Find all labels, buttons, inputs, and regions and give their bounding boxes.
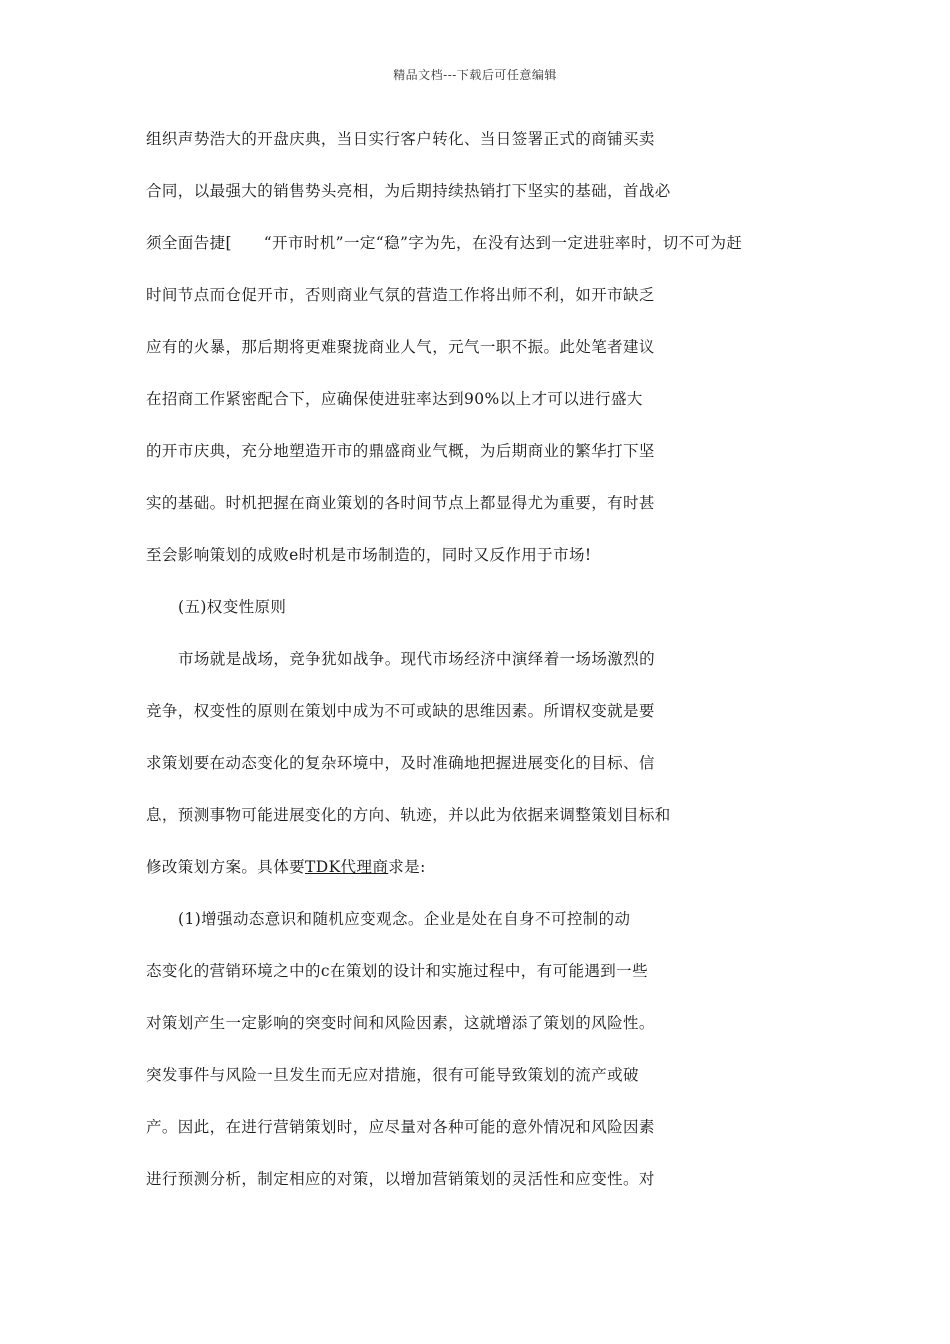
paragraph-line: 实的基础。时机把握在商业策划的各时间节点上都显得尤为重要，有时甚 — [146, 494, 655, 512]
paragraph-line: 进行预测分析，制定相应的对策，以增加营销策划的灵活性和应变性。对 — [146, 1170, 655, 1188]
section-heading: (五)权变性原则 — [178, 598, 287, 616]
paragraph-line: 竞争，权变性的原则在策划中成为不可或缺的思维因素。所谓权变就是要 — [146, 702, 655, 720]
paragraph-line: 至会影响策划的成败e时机是市场制造的，同时又反作用于市场! — [146, 546, 592, 564]
paragraph-line: 产。因此，在进行营销策划时，应尽量对各种可能的意外情况和风险因素 — [146, 1118, 655, 1136]
paragraph-line: 应有的火暴，那后期将更难聚拢商业人气，元气一职不振。此处笔者建议 — [146, 338, 655, 356]
line-text: 求是: — [388, 858, 426, 876]
paragraph-line: 的开市庆典，充分地塑造开市的鼎盛商业气概，为后期商业的繁华打下坚 — [146, 442, 655, 460]
paragraph-line: 息，预测事物可能进展变化的方向、轨迹，并以此为依据来调整策划目标和 — [146, 806, 671, 824]
paragraph-line: 合同，以最强大的销售势头亮相，为后期持续热销打下坚实的基础，首战必 — [146, 182, 671, 200]
page-header: 精品文档---下载后可任意编辑 — [393, 68, 557, 82]
paragraph-line: 求策划要在动态变化的复杂环境中，及时准确地把握进展变化的目标、信 — [146, 754, 655, 772]
paragraph-line: 市场就是战场，竞争犹如战争。现代市场经济中演绎着一场场激烈的 — [178, 650, 656, 668]
paragraph-line — [146, 855, 426, 877]
paragraph-line: 须全面告捷[ “开市时机”一定“稳”字为先，在没有达到一定进驻率时，切不可为赶 — [146, 234, 743, 252]
paragraph-line: 态变化的营销环境之中的c在策划的设计和实施过程中，有可能遇到一些 — [146, 962, 648, 980]
paragraph-line: 在招商工作紧密配合下，应确保使进驻率达到90%以上才可以进行盛大 — [146, 390, 643, 408]
paragraph-line: 时间节点而仓促开市，否则商业气氛的营造工作将出师不利，如开市缺乏 — [146, 286, 655, 304]
paragraph-line: 组织声势浩大的开盘庆典，当日实行客户转化、当日签署正式的商铺买卖 — [146, 130, 655, 148]
paragraph-line: 对策划产生一定影响的突变时间和风险因素，这就增添了策划的风险性。 — [146, 1014, 655, 1032]
tdk-agent-link[interactable]: TDK代理商 — [305, 858, 389, 876]
paragraph-line: (1)增强动态意识和随机应变观念。企业是处在自身不可控制的动 — [178, 910, 631, 928]
paragraph-line: 突发事件与风险一旦发生而无应对措施，很有可能导致策划的流产或破 — [146, 1066, 639, 1084]
line-text: 修改策划方案。具体要 — [146, 858, 306, 876]
